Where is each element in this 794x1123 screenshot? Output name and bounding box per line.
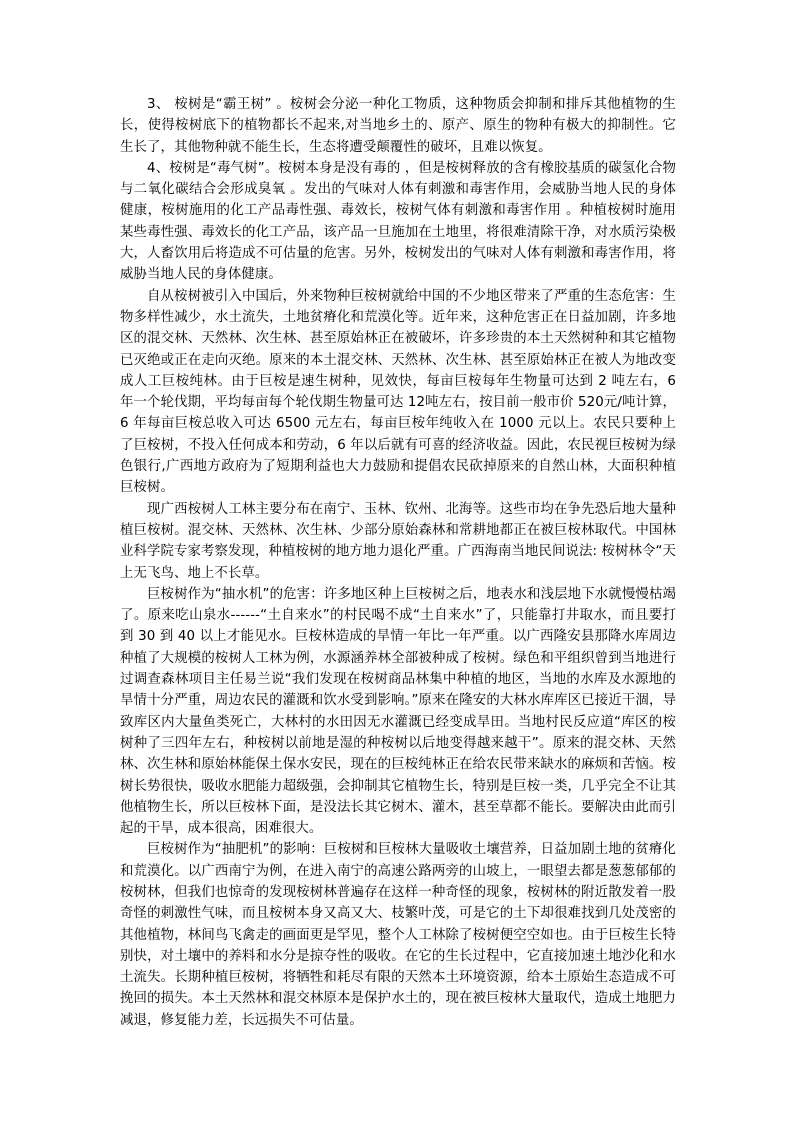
paragraph-water-pump: 巨桉树作为“抽水机”的危害：许多地区种上巨桉树之后，地表水和浅层地下水就慢慢枯竭了。原来吃山泉水------“土自来水”的村民喝不成“土自来水”了，只能靠打井取水，而且要打到 30 到 40 以上才能见水。巨桉林造成的旱情一年比一年严重。以广西隆安县那降水库周边种植了大规模的桉树人工林为例，水源涵养林全部被种成了桉树。绿色和平组织曾到当地进行过调查森林项目主任易兰说“我们发现在桉树商品林集中种植的地区，当地的水库及水源地的旱情十分严重，周边农民的灌溉和饮水受到影响。”原来在隆安的大林水库库区已接近干涸，导致库区内大量鱼类死亡，大林村的水田因无水灌溉已经变成旱田。当地村民反应道“库区的桉树种了三四年左右，种桉树以前地是湿的种桉树以后地变得越来越干”。原来的混交林、天然林、次生林和原始林能保土保水安民，现在的巨桉纯林正在给农民带来缺水的麻烦和苦恼。桉树长势很快，吸收水肥能力超级强，会抑制其它植物生长，特别是巨桉一类，几乎完全不让其他植物生长，所以巨桉林下面，是没法长其它树木、灌木，甚至草都不能长。要解决由此而引起的干旱，成本很高，困难很大。: [120, 586, 676, 837]
paragraph-ecological-harm: 自从桉树被引入中国后，外来物种巨桉树就给中国的不少地区带来了严重的生态危害：生物多样性减少，水土流失，土地贫瘠化和荒漠化等。近年来，这种危害正在日益加剧，许多地区的混交林、天然林、次生林、甚至原始林正在被破坏，许多珍贵的本土天然树种和其它植物已灭绝或正在走向灭绝。原来的本土混交林、天然林、次生林、甚至原始林正在被人为地改变成人工巨桉纯林。由于巨桉是速生树种，见效快，每亩巨桉每年生物量可达到 2 吨左右，6 年一个轮伐期，平均每亩每个轮伐期生物量可达 12吨左右，按目前一般市价 520元/吨计算，6 年每亩巨桉总收入可达 6500 元左右，每亩巨桉年纯收入在 1000 元以上。农民只要种上了巨桉树，不投入任何成本和劳动，6 年以后就有可喜的经济收益。因此，农民视巨桉树为绿色银行,广西地方政府为了短期利益也大力鼓励和提倡农民砍掉原来的自然山林，大面积种植巨桉树。: [120, 288, 676, 496]
paragraph-toxic-gas-tree: 4、桉树是“毒气树”。桉树本身是没有毒的 ，但是桉树释放的含有橡胶基质的碳氢化合物与二氧化碳结合会形成臭氧 。发出的气味对人体有刺激和毒害作用，会威胁当地人民的身体健康，桉树施用的化工产品毒性强、毒效长，桉树气体有刺激和毒害作用 。种植桉树时施用某些毒性强、毒效长的化工产品，该产品一旦施加在土地里，将很难清除干净，对水质污染极大，人畜饮用后将造成不可估量的危害。另外，桉树发出的气味对人体有刺激和毒害作用，将威胁当地人民的身体健康。: [120, 160, 676, 283]
paragraph-fertilizer-pump: 巨桉树作为“抽肥机”的影响：巨桉树和巨桉林大量吸收土壤营养，日益加剧土地的贫瘠化和荒漠化。以广西南宁为例，在进入南宁的高速公路两旁的山坡上，一眼望去都是葱葱郁郁的桉树林，但我们也惊奇的发现桉树林普遍存在这样一种奇怪的现象，桉树林的附近散发着一股奇怪的刺激性气味，而且桉树本身又高又大、枝繁叶茂，可是它的土下却很难找到几处茂密的其他植物，林间鸟飞禽走的画面更是罕见，整个人工林除了桉树便空空如也。由于巨桉生长特别快，对土壤中的养料和水分是掠夺性的吸收。在它的生长过程中，它直接加速土地沙化和水土流失。长期种植巨桉树，将牺牲和耗尽有限的天然本土环境资源，给本土原始生态造成不可挽回的损失。本土天然林和混交林原本是保护水土的，现在被巨桉林大量取代，造成土地肥力减退，修复能力差，长远损失不可估量。: [120, 842, 676, 1028]
paragraph-guangxi-distribution: 现广西桉树人工林主要分布在南宁、玉林、钦州、北海等。这些市均在争先恐后地大量种植巨桉树。混交林、天然林、次生林、少部分原始森林和常耕地都正在被巨桉林取代。中国林业科学院专家考察发现，种植桉树的地方地力退化严重。广西海南当地民间说法: 桉树林令“天上无飞鸟、地上不长草。: [120, 501, 676, 581]
paragraph-overlord-tree: 3、 桉树是“霸王树” 。桉树会分泌一种化工物质，这种物质会抑制和排斥其他植物的生长，使得桉树底下的植物都长不起来,对当地乡土的、原产、原生的物种有极大的抑制性。它生长了，其他物种就不能生长，生态将遭受颠覆性的破坏，且难以恢复。: [120, 97, 676, 155]
document-page: [120, 94, 676, 1031]
